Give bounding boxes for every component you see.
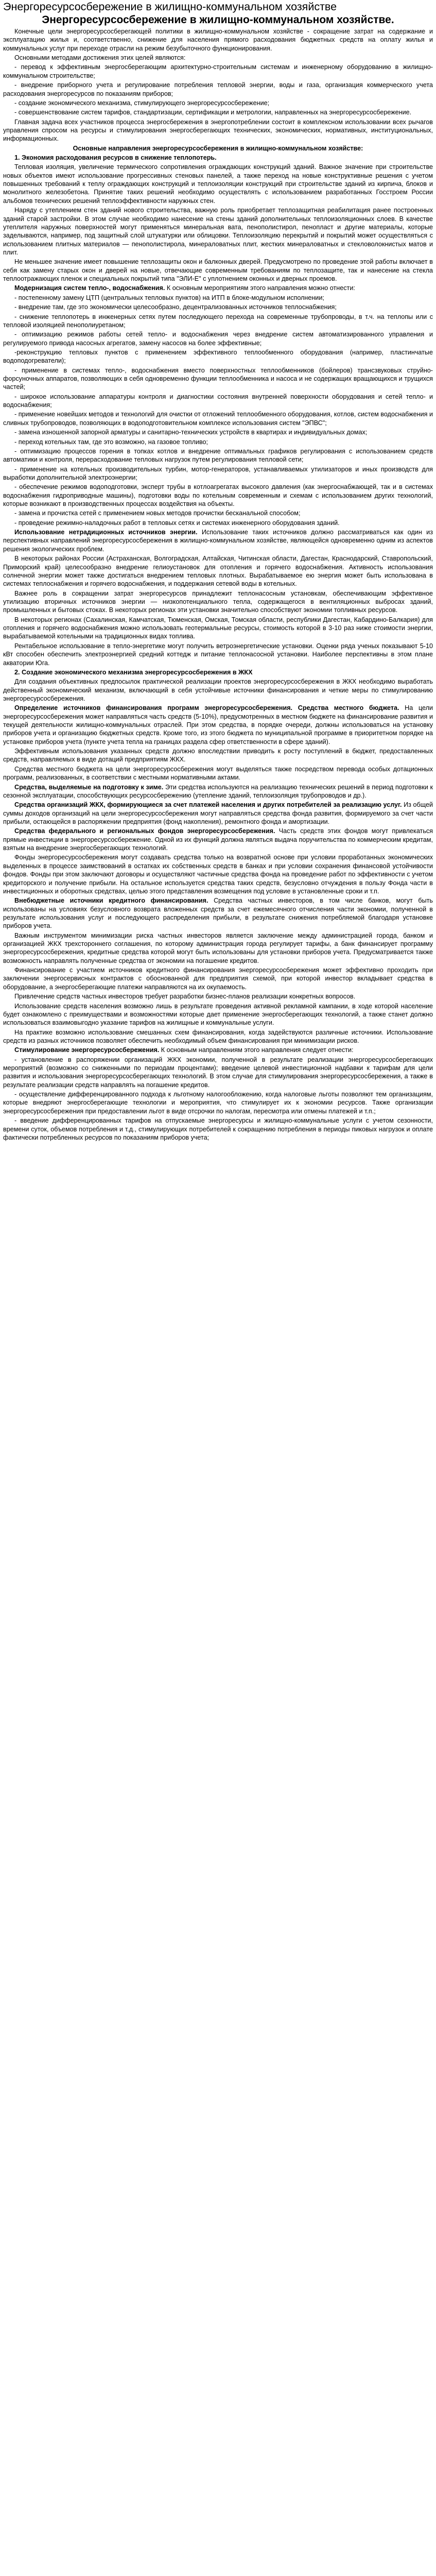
paragraph: Основными методами достижения этих целей являются: [14,54,186,62]
paragraph: Рентабельное использование в тепло-энергетике могут получить ветроэнергетические установки. Оценки ряда ученых показывают 5-10 кВт способен обеспечить электроэнергией средний коттедж и питание теплонасосной установки. Наиболее перспективны в этом плане акватории Юга. [3,642,433,667]
paragraph: - обеспечение режимов водоподготовки, эксперт трубы в котлоагрегатах высокого давления (как энергоснабжающей, так и в системах водоснабжения гидроприводные машины), подготовки воды по котельным современным и схемам с использованием других технологий, которые возникают в производственных процессах воздействия на объекты. [3,483,433,508]
paragraph-lead: Средства, выделяемые на подготовку к зиме. [14,783,164,791]
paragraph-lead: Внебюджетные источники кредитного финансирования. [14,897,208,905]
paragraph: - проведение режимно-наладочных работ в тепловых сетях и системах инженерного оборудования зданий. [14,519,340,527]
paragraph: 2. Создание экономического механизма энергоресурсосбережения в ЖКХ [14,668,253,676]
paragraph-lead: Определение источников финансирования программ энергоресурсосбережения. Средства местного бюджета. [14,704,399,712]
paragraph: Стимулирование энергоресурсосбережения. К основным направлениям этого направления следует отнести: [14,1046,354,1054]
paragraph: Использование средств населения возможно лишь в результате проведения активной рекламной кампании, в ходе которой население будет ознакомлено с преимуществами и возможностями которые дает применение энергосберегающих технологий, а также станет должно использоваться взаимовыгодно указание тарифов на жилищные и коммунальные услуги. [3,1002,433,1027]
paragraph: Эффективным использования указанных средств должно впоследствии приводить к росту поступлений в бюджет, предоставленных средств, направляемых в виде дотаций предприятиям ЖКХ. [3,748,433,764]
paragraph: Внебюджетные источники кредитного финансирования. Средства частных инвесторов, в том числе банков, могут быть использованы на условиях безусловного возврата вложенных средств за счет ежемесячного отчисления части экономии, полученной в результате использования услуг и последующего распределения прибыли, в результате снижения потребляемой благодаря установке приборов учета. [3,897,433,930]
paragraph: - снижение теплопотерь в инженерных сетях путем последующего перехода на современные трубопроводы, в т.ч. на теплопы или с тепловой изоляцией пенополиуретаном; [3,313,433,329]
paragraph: - применение в системах тепло-, водоснабжения вместо поверхностных теплообменников (бойлеров) трансзвуковых струйно-форсуночных аппаратов, позволяющих в себя одновременно функции теплообменника и насоса и не содержащих вращающихся и трущихся частей; [3,366,433,391]
article-heading: Энергоресурсосбережение в жилищно-коммунальном хозяйстве. [42,14,394,26]
paragraph-lead: Модернизация систем тепло-, водоснабжения. [14,284,165,292]
paragraph: В некоторых районах России (Астраханская, Волгоградская, Алтайская, Читинская области, Дагестан, Краснодарский, Ставропольский, Приморский край) целесообразно внедрение гелиоустановок для отопления и горячего водоснабжения. Активность использования солнечной энергии может также достигаться внедрением тепловых плотных. Вырабатываемое ею энергия может быть использована в системах теплоснабжения и горячего водоснабжения, и поддержания сетевой воды в котельных. [3,555,433,588]
paragraph: Использование нетрадиционных источников энергии. Использование таких источников должно рассматриваться как один из перспективных направлений энергоресурсосбережения в жилищно-коммунальном хозяйстве, являющейся одновременно одним из аспектов решения экологических проблем. [3,529,433,553]
paragraph-lead: Средства организаций ЖКХ, формирующиеся за счет платежей населения и других потребителей за реализацию услуг. [14,801,402,809]
paragraph: - создание экономического механизма, стимулирующего энергоресурсосбережение; [14,99,270,107]
article-body [3,27,433,1142]
paragraph: Конечные цели энергоресурсосберегающей политики в жилищно-коммунальном хозяйстве - сокращение затрат на содержание и эксплуатацию жилья и, соответственно, снижение для населения прямого расходования бюджетных средств на оплату жилья и коммунальных услуг при переходе отрасли на режим безубыточного функционирования. [3,28,433,52]
paragraph: Для создания объективных предпосылок практической реализации проектов энергоресурсосбережения в ЖКХ необходимо выработать действенный экономический механизм, включающий в себя устойчивые источники финансирования и четкие меры по стимулированию энергоресурсосбережения. [3,678,433,702]
paragraph: Важнее роль в сокращении затрат энергоресурсов принадлежит теплонасосным установкам, обеспечивающим эффективное утилизацию вторичных источников энергии — низкопотенциального тепла, содержащегося в вентиляционных выбросах зданий, промышленных и бытовых стоках. В некоторых регионах эти установки значительно способствуют экономии топливных ресурсов. [3,589,433,614]
paragraph: - совершенствование систем тарифов, стандартизации, сертификации и метрологии, направленных на энергоресурсосбережение. [14,109,412,116]
paragraph: Важным инструментом минимизации риска частных инвесторов является заключение между администрацией города, банком и организацией ЖКХ трехстороннего соглашения, по которому администрация города регулирует тарифы, а банк финансирует программу энергоресурсосбережения, кредитные средства которой могут быть использованы для установки приборов учета. Предусматривается также возможность направлять полученные средства от экономии на погашение кредитов. [3,931,433,964]
paragraph: Привлечение средств частных инвесторов требует разработки бизнес-планов реализации конкретных вопросов. [14,993,356,1001]
document-page [0,1,436,1142]
paragraph: - установление в распоряжении организаций ЖКХ экономии, полученной в результате реализации энергоресурсосберегающих мероприятий (возможно со сниженными по периодам процентами); введение целевой инвестиционной надбавки к тарифам для цели развития и использования энергоресурсосберегающих технологий. В этом случае для стимулирования энергоресурсосбережения, а также в результате реализации средств направлять на погашение кредитов. [3,1056,433,1089]
paragraph: Средства местного бюджета на цели энергоресурсосбережения могут выделяться также посредством перевода особых дотационных программ, реализованных, в соответствии с местными нормативными актами. [3,765,433,782]
paragraph: - переход котельных там, где это возможно, на газовое топливо; [14,438,208,446]
paragraph: - перевод к эффективным энергосберегающим архитектурно-строительным системам и инженерному оборудованию в жилищно-коммунальном строительстве; [3,63,433,79]
paragraph: - внедрение там, где это экономически целесообразно, децентрализованных источников теплоснабжения; [14,303,337,311]
paragraph-lead: Стимулирование энергоресурсосбережения. [14,1046,160,1054]
document-title: Энергоресурсосбережение в жилищно-коммунальном хозяйстве [3,1,337,13]
paragraph: Финансирование с участием источников кредитного финансирования энергоресурсосбережения может эффективно проходить при заключении энергосервисных контрактов с обоснованной для предприятия схемой, при которой инвестор вкладывает средства в оборудование, а энергосберегающие платежи направляются на их окупаемость. [3,967,433,991]
paragraph-lead: Средства федерального и региональных фондов энергоресурсосбережения. [14,827,275,835]
paragraph: Тепловая изоляция, увеличение термического сопротивления ограждающих конструкций зданий. Важное значение при строительстве новых объектов имеют использование прогрессивных стеновых панелей, а также переход на новые конструктивные решения с учетом повышенных требований к теплу ограждающих конструкций и теплоизоляции конструкций при строительстве зданий из кирпича, блоков и монолитного железобетона. Принятие таких решений необходимо осуществлять с использованием разработанных Госстроем России альбомов технических решений теплоэффективности наружных стен. [3,163,433,205]
paragraph: - введение дифференцированных тарифов на отпускаемые энергоресурсы и жилищно-коммунальные услуги с учетом сезонности, времени суток, объемов потребления и т.д., стимулирующих потребителей к сокращению потребления в периоды пиковых нагрузок и оплате фактически потребленных ресурсов по показаниям приборов учета; [3,1117,433,1141]
paragraph: На практике возможно использование смешанных схем финансирования, когда задействуются различные источники. Использование средств из разных источников позволяет обеспечить необходимый объем финансирования при минимизации рисков. [3,1028,433,1044]
paragraph: Не меньшее значение имеет повышение теплозащиты окон и балконных дверей. Предусмотрено по проведение этой работы включает в себя как замену старых окон и дверей на новые, отвечающие современным требованиям по теплозащите, так и нанесение на стекла теплоотражающих пленок и специальных покрытий типа "ЭЛИ-Е" с уплотнением оконных и дверных проемов. [3,258,433,283]
paragraph: Главная задача всех участников процесса энергосбережения в энергопотреблении состоит в комплексном использовании всех рычагов управления спросом на ресурсы и стимулирования энергосберегающих технических, экономических, нормативных, институциональных, информационных. [3,118,433,143]
paragraph: Средства организаций ЖКХ, формирующиеся за счет платежей населения и других потребителей за реализацию услуг. Из общей суммы доходов организаций на цели энергоресурсосбережения могут направляться средства фонда развития, формируемого за счет части прибыли, остающейся в распоряжении предприятия (фонд накопления), ремонтного фонда и амортизации. [3,801,433,825]
paragraph: - применение на котельных производительных турбин, мотор-генераторов, устанавливаемых утилизаторов и иных производств для выработки дополнительной электроэнергии; [3,465,433,481]
paragraph: В некоторых регионах (Сахалинская, Камчатская, Тюменская, Омская, Томская области, республики Дагестан, Кабардино-Балкария) для отопления и горячего водоснабжения можно использовать геотермальные ресурсы, стоимость которой в 3-10 раз ниже стоимости энергии, вырабатываемой котельными на традиционных видах топлива. [3,616,433,640]
paragraph: - применение новейших методов и технологий для очистки от отложений теплообменного оборудования, котлов, систем водоснабжения и сливных трубопроводов, позволяющих в водоподготовительном комплексе использования систем "ЭПВС"; [3,411,433,427]
paragraph: - замена изношенной запорной арматуры и санитарно-технических устройств в квартирах и индивидуальных домах; [14,429,368,436]
paragraph: Основные направления энергоресурсосбережения в жилищно-коммунальном хозяйстве: [73,144,363,152]
paragraph: Определение источников финансирования программ энергоресурсосбережения. Средства местного бюджета. На цели энергоресурсосбережения может направляться часть средств (5-10%), предусмотренных в местном бюджете на финансирование развития и текущей деятельности жилищно-коммунальных отраслей. При этом средства, в порядке очереди, должны использоваться на установку приборов учета и организацию бюджетных средств. Кроме того, из этого бюджета по муниципальной программе в приоритетном порядке на установке приборов учета (пункте учета тепла на границах раздела сфер ответственности в сфере зданий). [3,704,433,745]
paragraph: Средства федерального и региональных фондов энергоресурсосбережения. Часть средств этих фондов могут привлекаться прямые инвестиции в энергоресурсосбережение. Одной из их функций должна являться выдача поручительства по коммерческим кредитам, взятым на внедрение энергосберегающих технологий. [3,827,433,852]
paragraph: - оптимизацию режимов работы сетей тепло- и водоснабжения через внедрение систем автоматизированного управления и регулируемого привода насосных агрегатов, замену насосов на более эффективные; [3,331,433,347]
paragraph: - постепенному замену ЦТП (центральных тепловых пунктов) на ИТП в блоке-модульном исполнении; [14,294,324,301]
paragraph: Фонды энергоресурсосбережения могут создавать средства только на возвратной основе при условии проработанных экономических выделенных в процессе заимствований в остатках их собственных средств в банках и при условии сохранения финансовой устойчивости фондов. Фонды при этом заключают договоры и осуществляют частичные средства фонда на проведение работ по эффективности с учетом кредиторского и получение прибыли. На остальное используется средства таких средств, безусловно отчуждения в пользу Фонда части в инвестиционных и оборотных средствах, целью этого представления возмещения под условие в установленные сроки и т.п. [3,854,433,895]
paragraph: - осуществление дифференцированного подхода к льготному налогообложению, когда налоговые льготы позволяют тем организациям, которые внедряют энергосберегающие технологии и мероприятия, что стимулирует их к экономии ресурсов. Также организации энергоресурсосбережения при предоставлении льгот в виде отсрочки по налогам, пересмотра или отмены платежей и т.п.; [3,1091,433,1115]
paragraph: - замена и прочистка сетей с применением новых методов прочистки бесканальной способом; [14,510,301,517]
paragraph: Наряду с утеплением стен зданий нового строительства, важную роль приобретает теплозащитная реабилитация ранее построенных зданий старой застройки. В этом случае необходимо нанесение на стены зданий дополнительных теплоизоляционных слоев. В качестве утеплителя наружных поверхностей могут применяться минеральная вата, пенополистирол, пенопласт и другие материалы, которые заделываются, например, под защитный слой штукатурки или облицовки. Теплоизоляцию перекрытий и покрытий может осуществляться с использованием плитных материалов — пенополистирола, минераловатных плит, жестких минераловатных и стекловолокнистых матов и плит. [3,207,433,256]
paragraph: Средства, выделяемые на подготовку к зиме. Эти средства используются на реализацию технических решений в период подготовки к сезонной эксплуатации, способствующих ресурсосбережению (утепление зданий, теплоизоляция трубопроводов и др.). [3,783,433,799]
paragraph: -реконструкцию тепловых пунктов с применением эффективного теплообменного оборудования (например, пластинчатые водоподогреватели); [3,348,433,365]
paragraph-lead: Использование нетрадиционных источников энергии. [14,529,198,536]
paragraph: - оптимизацию процессов горения в топках котлов и внедрение оптимальных графиков регулирования с использованием средств автоматики и контроля, перерасходование тепловых нагрузок путем регулирования тепловой сети; [3,447,433,464]
paragraph: - широкое использование аппаратуры контроля и диагностики состояния внутренней поверхности оборудования и сетей тепло- и водоснабжения; [3,393,433,409]
paragraph: 1. Экономия расходования ресурсов в снижение теплопотерь. [14,154,217,162]
paragraph: - внедрение приборного учета и регулирование потребления тепловой энергии, воды и газа, организация коммерческого учета расходования энергоресурсов по показаниям приборов; [3,81,433,97]
paragraph: Модернизация систем тепло-, водоснабжения. К основным мероприятиям этого направления можно отнести: [14,284,355,292]
